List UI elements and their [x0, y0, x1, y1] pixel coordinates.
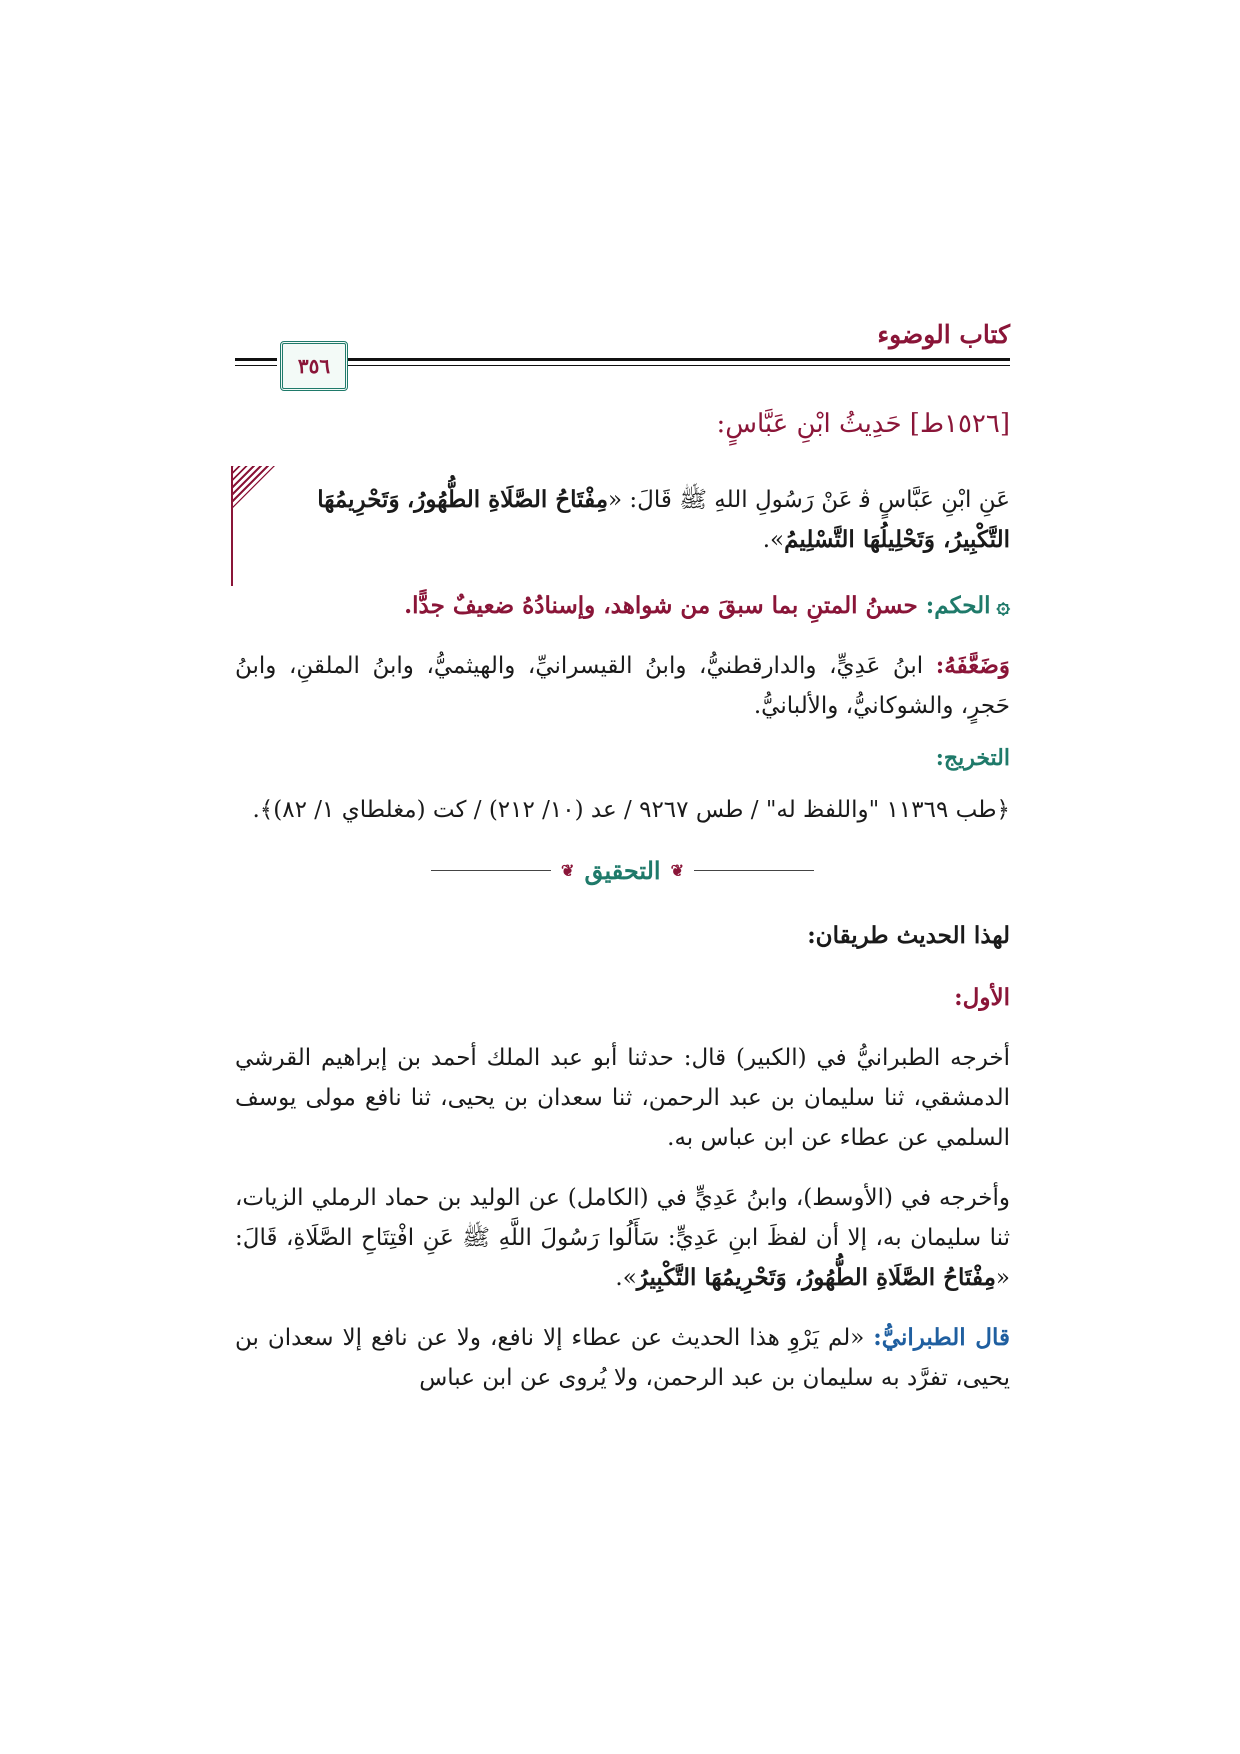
takhrij-text: ﴿طب ١١٣٦٩ "واللفظ له" / طس ٩٢٦٧ / عد (١٠/ ٢١٢) / كت (مغلطاي ١/ ٨٢)﴾. — [252, 797, 1010, 823]
ruling-ornament-icon: ۞ — [996, 592, 1010, 619]
weakeners-text: ابنُ عَدِيٍّ، والدارقطنيُّ، وابنُ القيسرانيِّ، والهيثميُّ، وابنُ الملقنِ، وابنُ حَجرٍ، والشوكانيُّ، والألبانيُّ. — [235, 653, 1010, 719]
hadith-text-start: عَنِ ابْنِ عَبَّاسٍ ﭬ عَنْ رَسُولِ اللهِ ﷺ قَالَ: « — [608, 487, 1010, 513]
first-route-heading: الأول: — [954, 984, 1010, 1011]
paragraph-2-end: ». — [615, 1265, 637, 1291]
paragraph-2 — [235, 1178, 1010, 1298]
tahqiq-divider — [235, 850, 1010, 890]
paragraph-3 — [235, 1318, 1010, 1398]
takhrij-label: التخريج: — [935, 745, 1010, 771]
divider-ornament-icon: ❦ — [561, 860, 575, 880]
paragraph-1: أخرجه الطبرانيُّ في (الكبير) قال: حدثنا أبو عبد الملك أحمد بن إبراهيم القرشي الدمشقي، ثنا سليمان بن عبد الرحمن، ثنا سعدان بن يحيى، ثنا نافع مولى يوسف السلمي عن عطاء عن ابن عباس به. — [235, 1045, 1010, 1151]
paragraph-3-label: قال الطبرانيُّ: — [873, 1324, 1010, 1351]
paragraph-3-text: «لم يَرْوِ هذا الحديث عن عطاء إلا نافع، ولا عن نافع إلا سعدان بن يحيى، تفرَّد به سليمان بن عبد الرحمن، ولا يُروى عن ابن عباس — [235, 1325, 1010, 1391]
divider-line — [431, 870, 551, 871]
hadith-text-bold-1: مِفْتَاحُ الصَّلَاةِ الطُّهُورُ، — [406, 486, 609, 513]
weakeners-label: وَضَعَّفَهُ: — [935, 652, 1010, 679]
divider-line — [694, 870, 814, 871]
tahqiq-intro: لهذا الحديث طريقان: — [807, 922, 1010, 949]
ruling-label: الحكم: — [925, 592, 991, 619]
weakeners — [235, 646, 1010, 726]
hadith-text-bold-2: وَتَحْرِيمُهَا التَّكْبِيرُ، وَتَحْلِيلُهَا التَّسْلِيمُ — [317, 486, 1010, 553]
paragraph-2-bold: مِفْتَاحُ الصَّلَاةِ الطُّهُورُ، وَتَحْرِيمُهَا التَّكْبِيرُ — [636, 1264, 996, 1291]
hadith-title: [١٥٢٦ط] حَدِيثُ ابْنِ عَبَّاسٍ: — [716, 409, 1010, 439]
header-rule-short — [235, 358, 277, 366]
hadith-text — [245, 466, 1010, 566]
page — [235, 320, 1010, 1398]
page-header — [235, 320, 1010, 390]
ruling — [235, 586, 1010, 626]
hadith-text-end: ». — [762, 527, 785, 553]
divider-ornament-icon: ❦ — [670, 860, 684, 880]
corner-ornament-icon — [231, 466, 275, 510]
ruling-text: حسنُ المتنِ بما سبقَ من شواهد، وإسنادُهُ ضعيفٌ جدًّا. — [404, 592, 918, 619]
header-rule — [337, 358, 1010, 366]
corner-line — [231, 466, 233, 586]
page-number: ٣٥٦ — [280, 341, 348, 391]
book-title: كتاب الوضوء — [877, 320, 1010, 349]
paragraph-2-text: وأخرجه في (الأوسط)، وابنُ عَدِيٍّ في (الكامل) عن الوليد بن حماد الرملي الزيات، ثنا سليمان به، إلا أن لفظَ ابنِ عَدِيٍّ: سَأَلُوا رَسُولَ اللَّهِ ﷺ عَنِ افْتِتَاحِ الصَّلَاةِ، قَالَ: « — [235, 1185, 1010, 1291]
tahqiq-label: التحقيق — [584, 855, 661, 885]
